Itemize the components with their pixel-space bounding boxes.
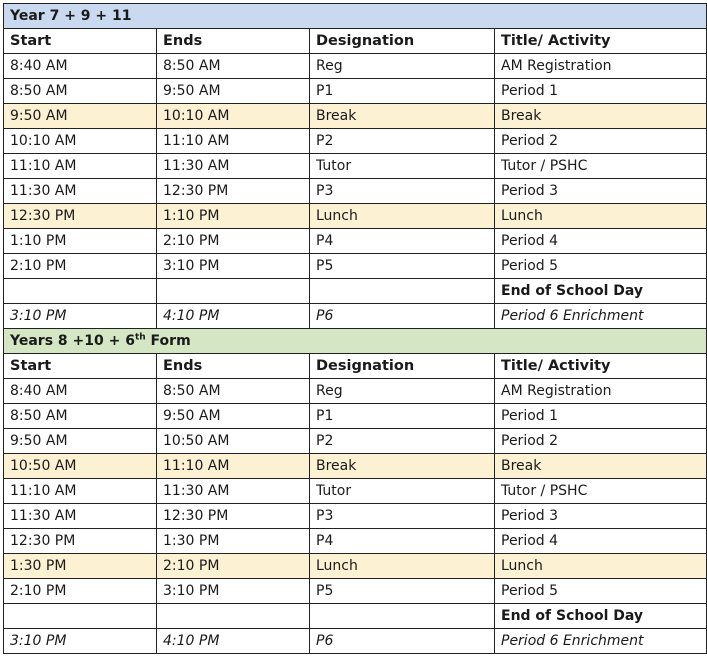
cell-activity: Lunch [495,554,707,579]
cell-start: 12:30 PM [4,529,157,554]
cell-start: 11:10 AM [4,479,157,504]
table-row-lunch [4,204,707,229]
cell-ends: 1:30 PM [157,529,310,554]
cell-ends: 11:10 AM [157,129,310,154]
cell-start: 8:40 AM [4,54,157,79]
cell-activity: Break [495,104,707,129]
cell-designation: P4 [310,229,495,254]
table-row-lunch [4,554,707,579]
cell-designation: P5 [310,579,495,604]
cell-ends: 11:30 AM [157,479,310,504]
section-title-main: Years 8 +10 + 6 [10,333,135,349]
cell-activity: Break [495,454,707,479]
cell-activity: Tutor / PSHC [495,479,707,504]
cell-designation: Break [310,104,495,129]
cell-start: 10:10 AM [4,129,157,154]
cell-ends: 4:10 PM [157,629,310,654]
section-title [4,329,707,354]
cell-ends: 10:10 AM [157,104,310,129]
cell-ends: 12:30 PM [157,179,310,204]
cell-start: 11:30 AM [4,504,157,529]
cell-start: 9:50 AM [4,104,157,129]
header-designation: Designation [310,354,495,379]
cell-start: 2:10 PM [4,254,157,279]
cell-activity: Tutor / PSHC [495,154,707,179]
header-designation: Designation [310,29,495,54]
cell-start: 9:50 AM [4,429,157,454]
cell-ends: 12:30 PM [157,504,310,529]
cell-designation: Lunch [310,204,495,229]
table-row [4,179,707,204]
header-start: Start [4,29,157,54]
cell-designation [310,604,495,629]
cell-ends: 8:50 AM [157,379,310,404]
cell-activity: Period 5 [495,254,707,279]
cell-designation: P5 [310,254,495,279]
table-row [4,579,707,604]
header-row [4,354,707,379]
cell-start: 2:10 PM [4,579,157,604]
cell-activity: Period 2 [495,429,707,454]
table-row-end-of-day [4,279,707,304]
cell-designation: P3 [310,504,495,529]
table-row [4,254,707,279]
cell-ends: 8:50 AM [157,54,310,79]
cell-start [4,279,157,304]
cell-ends: 10:50 AM [157,429,310,454]
cell-designation: Lunch [310,554,495,579]
cell-designation: Reg [310,54,495,79]
table-row [4,79,707,104]
cell-start: 1:30 PM [4,554,157,579]
section-title: Year 7 + 9 + 11 [4,4,707,29]
header-ends: Ends [157,29,310,54]
cell-designation: Tutor [310,154,495,179]
cell-designation: P2 [310,129,495,154]
cell-activity: Lunch [495,204,707,229]
cell-ends: 2:10 PM [157,554,310,579]
table-row [4,479,707,504]
cell-activity: Period 4 [495,229,707,254]
cell-designation: Break [310,454,495,479]
cell-activity: Period 1 [495,79,707,104]
cell-start: 11:10 AM [4,154,157,179]
cell-start: 8:50 AM [4,79,157,104]
cell-start: 12:30 PM [4,204,157,229]
cell-start: 10:50 AM [4,454,157,479]
cell-start: 11:30 AM [4,179,157,204]
table-row [4,154,707,179]
section-title-row [4,4,707,29]
table-row-break [4,104,707,129]
header-activity: Title/ Activity [495,29,707,54]
cell-start: 3:10 PM [4,304,157,329]
table-row [4,229,707,254]
cell-start [4,604,157,629]
cell-designation [310,279,495,304]
table-row-enrichment [4,304,707,329]
section-title-end: Form [145,333,191,349]
cell-activity: End of School Day [495,279,707,304]
cell-start: 3:10 PM [4,629,157,654]
cell-activity: Period 1 [495,404,707,429]
cell-activity: AM Registration [495,379,707,404]
cell-ends: 1:10 PM [157,204,310,229]
cell-ends [157,604,310,629]
section-title-sup: th [134,332,146,343]
table-row-break [4,454,707,479]
table-row-end-of-day [4,604,707,629]
table-row [4,404,707,429]
cell-designation: P2 [310,429,495,454]
cell-activity: Period 6 Enrichment [495,304,707,329]
cell-activity: AM Registration [495,54,707,79]
table-row [4,54,707,79]
cell-ends: 2:10 PM [157,229,310,254]
cell-designation: Tutor [310,479,495,504]
cell-ends: 3:10 PM [157,254,310,279]
timetable [3,3,707,654]
cell-designation: P1 [310,79,495,104]
table-row [4,429,707,454]
cell-designation: Reg [310,379,495,404]
cell-activity: Period 5 [495,579,707,604]
cell-activity: Period 2 [495,129,707,154]
table-row [4,379,707,404]
cell-ends: 11:10 AM [157,454,310,479]
header-ends: Ends [157,354,310,379]
cell-activity: Period 3 [495,179,707,204]
cell-activity: Period 4 [495,529,707,554]
timetable-body [4,4,707,654]
cell-designation: P4 [310,529,495,554]
cell-designation: P6 [310,304,495,329]
cell-ends: 9:50 AM [157,404,310,429]
cell-start: 1:10 PM [4,229,157,254]
table-row [4,129,707,154]
table-row [4,529,707,554]
cell-ends: 9:50 AM [157,79,310,104]
cell-activity: Period 3 [495,504,707,529]
cell-designation: P6 [310,629,495,654]
cell-ends: 4:10 PM [157,304,310,329]
table-row-enrichment [4,629,707,654]
section-title-row [4,329,707,354]
header-row [4,29,707,54]
cell-ends: 11:30 AM [157,154,310,179]
cell-start: 8:40 AM [4,379,157,404]
cell-designation: P3 [310,179,495,204]
cell-activity: End of School Day [495,604,707,629]
cell-start: 8:50 AM [4,404,157,429]
cell-ends [157,279,310,304]
cell-designation: P1 [310,404,495,429]
header-activity: Title/ Activity [495,354,707,379]
table-row [4,504,707,529]
cell-ends: 3:10 PM [157,579,310,604]
cell-activity: Period 6 Enrichment [495,629,707,654]
header-start: Start [4,354,157,379]
